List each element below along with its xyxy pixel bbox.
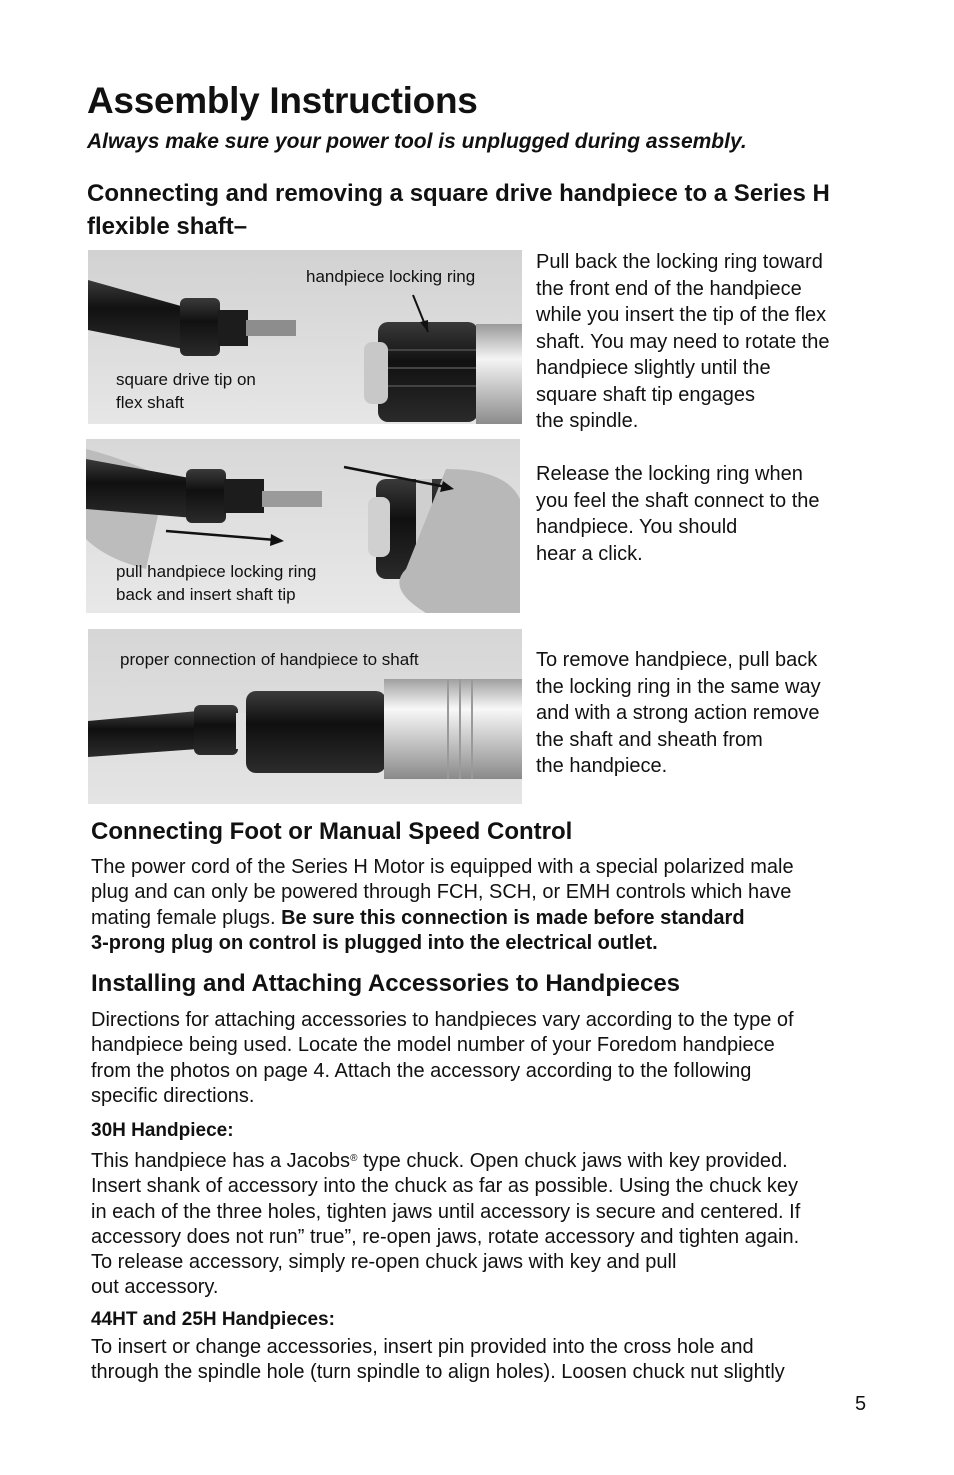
step-1-text: Pull back the locking ring toward the front end of the handpiece while you insert the tip of the flex shaft. You may need to rotate the handpiece slightly until the square shaft tip engages the spindle. [536, 251, 830, 432]
speed-control-text: The power cord of the Series H Motor is equipped with a special polarized male plug and can only be powered through FCH, SCH, or EMH controls which have mating female plugs. [91, 856, 794, 929]
label-handpiece-locking-ring: handpiece locking ring [306, 267, 476, 286]
photo-square-drive-tip [88, 250, 522, 424]
section-heading-speed-control: Connecting Foot or Manual Speed Control [91, 818, 573, 845]
photo-insert-shaft [86, 439, 520, 613]
30h-text-b: type chuck. Open chuck jaws with key provided. Insert shank of accessory into the chuck as far as possible. Using the chuck key in each of the three holes, tighten jaws until accessory is secure and centered. If accessory does not run” true”, re-open jaws, rotate accessory and tighten again. To release accessory, simply re-open chuck jaws with key and pull out accessory. [91, 1150, 801, 1299]
30h-paragraph [91, 1146, 881, 1301]
step-3-text: To remove handpiece, pull back the locking ring in the same way and with a strong action remove the shaft and sheath from the handpiece. [536, 649, 821, 777]
page-title: Assembly Instructions [87, 80, 478, 121]
30h-text-a: This handpiece has a Jacobs [91, 1150, 351, 1172]
page-number: 5 [855, 1393, 867, 1415]
subheading-44ht-25h: 44HT and 25H Handpieces: [91, 1309, 335, 1330]
section-heading-accessories: Installing and Attaching Accessories to Handpieces [91, 970, 681, 997]
speed-control-paragraph [91, 855, 881, 956]
accessories-paragraph: Directions for attaching accessories to handpieces vary according to the type of handpiece being used. Locate the model number of your Foredom handpiece from the photos on page 4. Attach the accessory according to the following specific directions. [91, 1009, 794, 1107]
safety-warning: Always make sure your power tool is unplugged during assembly. [87, 130, 747, 153]
step-2-text: Release the locking ring when you feel the shaft connect to the handpiece. You should hear a click. [536, 463, 820, 565]
speed-control-bold-note: Be sure this connection is made before standard 3-prong plug on control is plugged into the electrical outlet. [91, 906, 745, 954]
label-proper-connection: proper connection of handpiece to shaft [120, 650, 419, 669]
44ht-25h-paragraph: To insert or change accessories, insert pin provided into the cross hole and through the spindle hole (turn spindle to align holes). Loosen chuck nut slightly [91, 1336, 785, 1384]
photo-proper-connection [88, 629, 522, 804]
label-square-drive-tip: square drive tip on flex shaft [116, 370, 256, 412]
section-heading-connecting-handpiece: Connecting and removing a square drive handpiece to a Series H flexible shaft– [87, 180, 830, 240]
label-pull-locking-ring: pull handpiece locking ring back and insert shaft tip [116, 562, 317, 604]
registered-mark: ® [350, 1153, 358, 1164]
subheading-30h: 30H Handpiece: [91, 1120, 234, 1141]
